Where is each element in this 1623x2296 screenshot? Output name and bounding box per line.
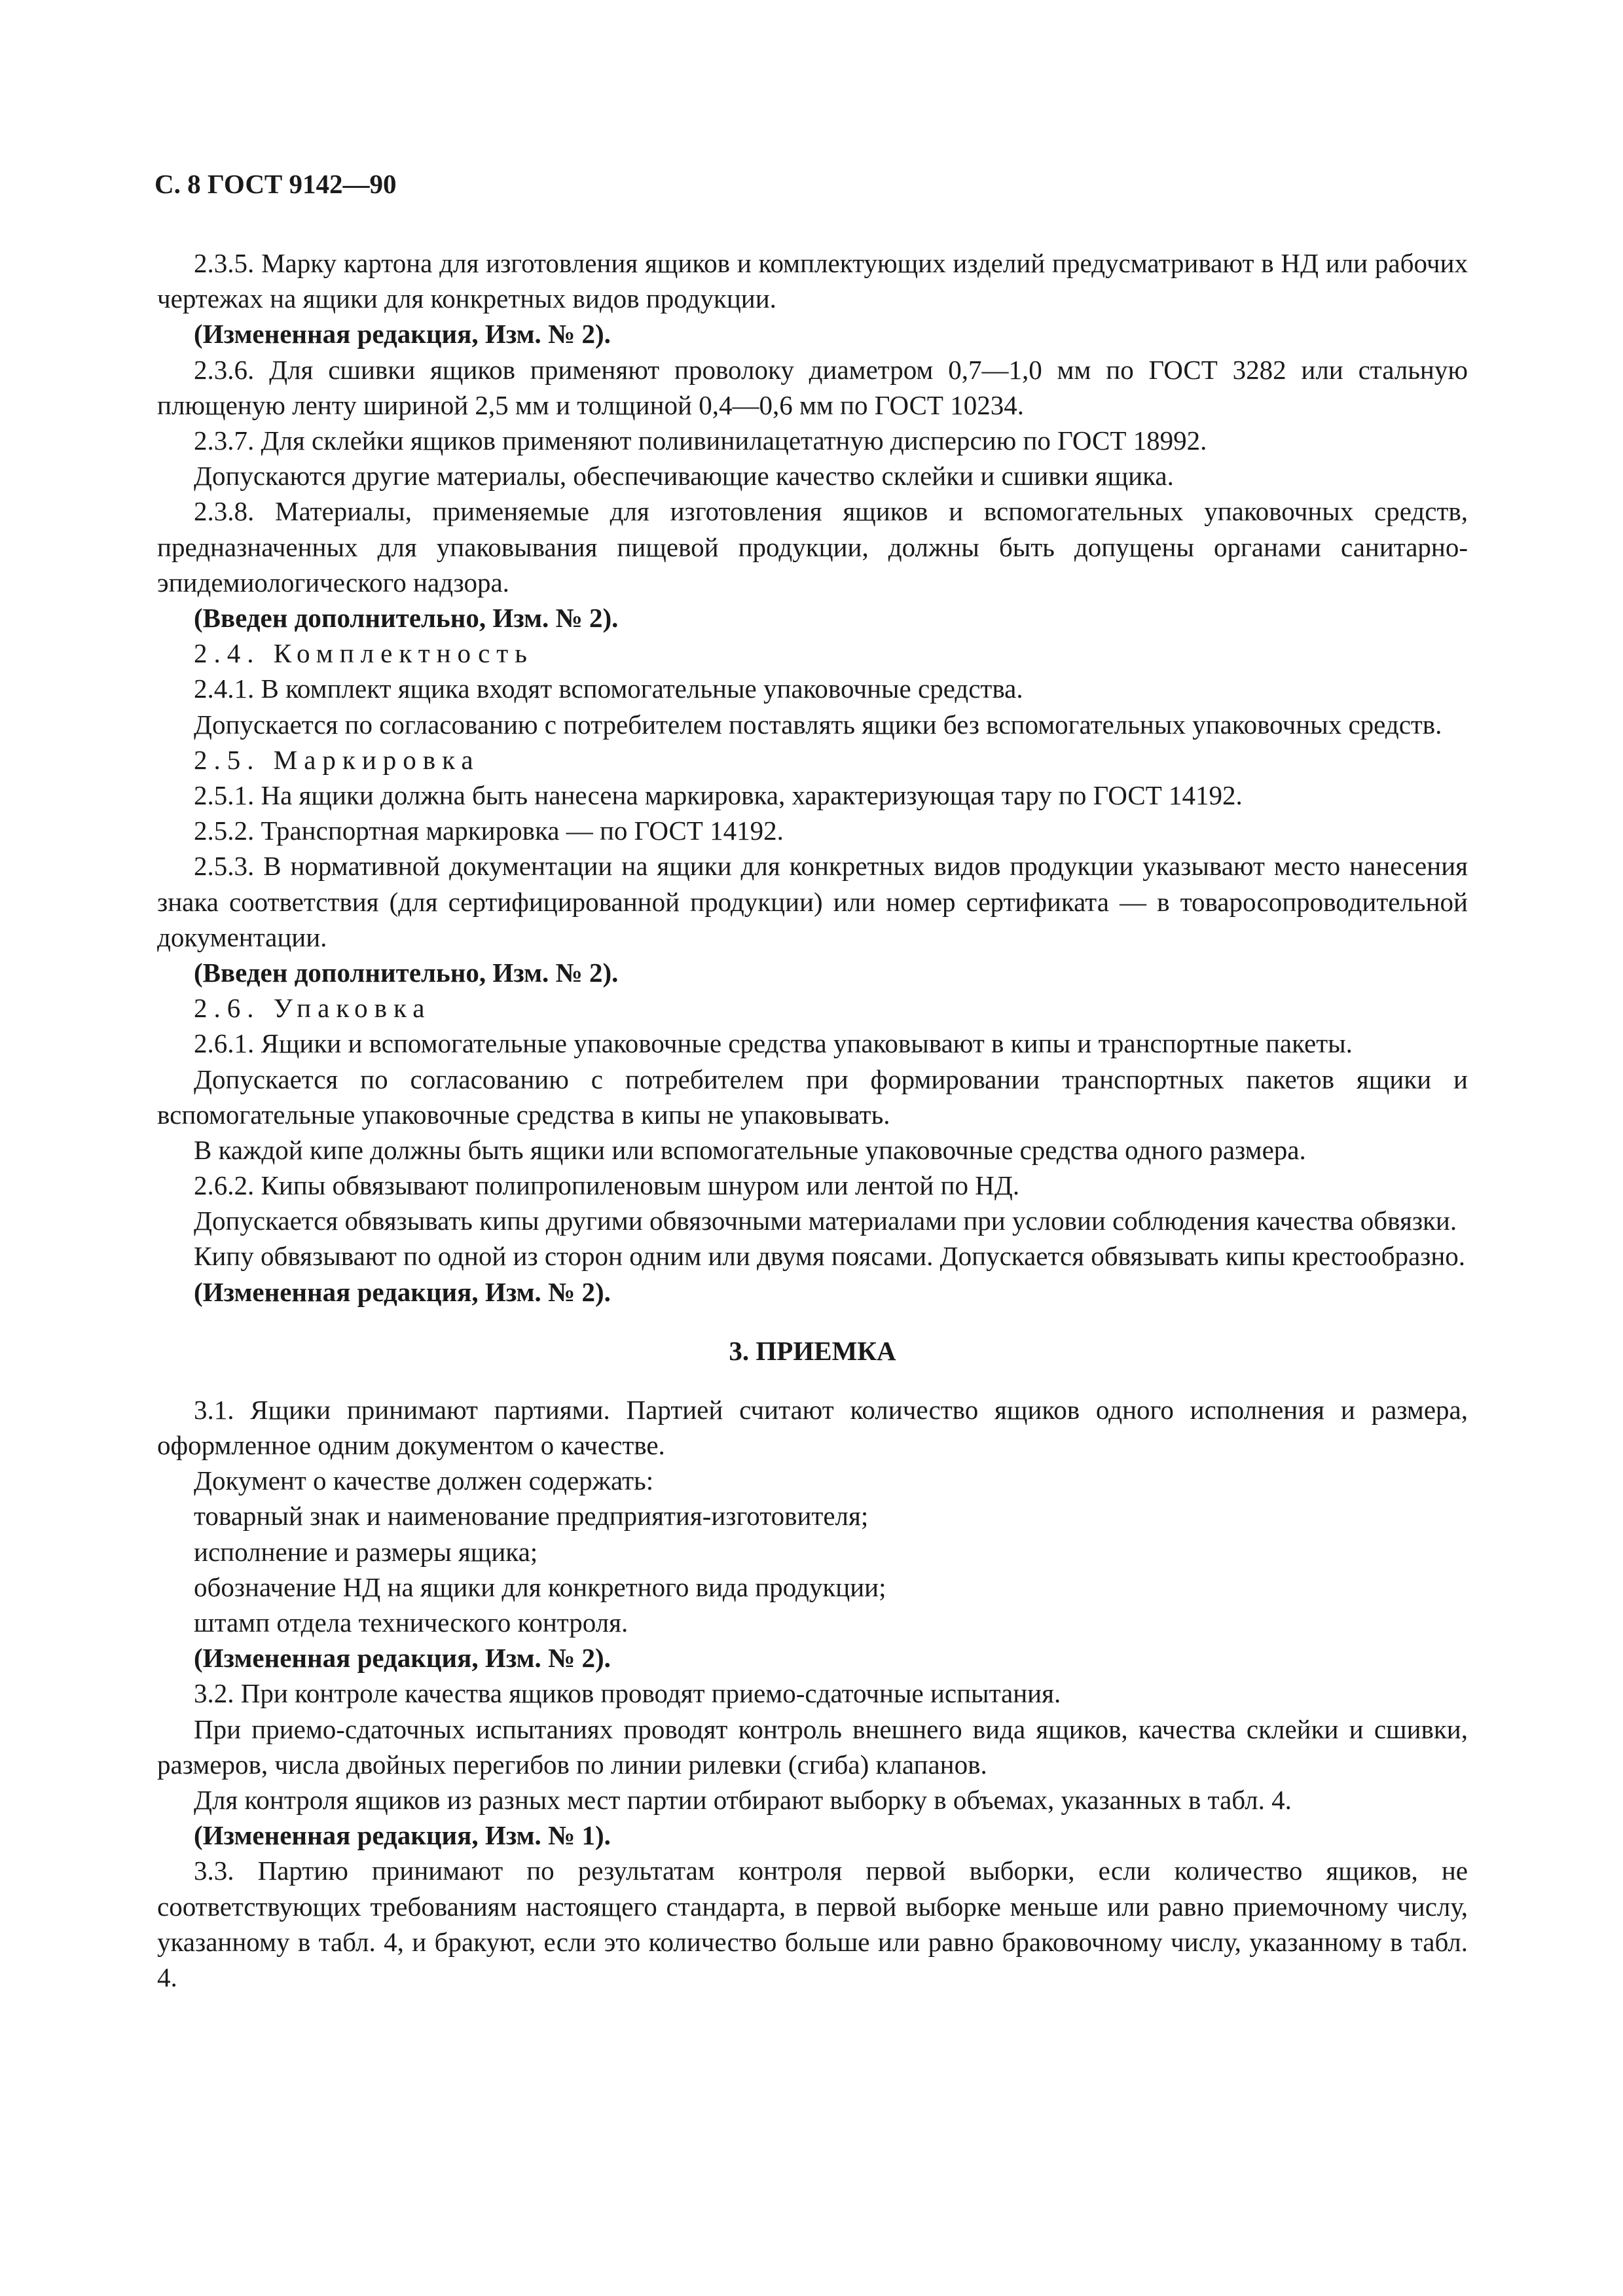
amendment-note: (Введен дополнительно, Изм. № 2). bbox=[194, 602, 619, 633]
paragraph-2-3-5: 2.3.5. Марку картона для изготовления ящиков и комплектующих изделий предусматривают в НД или рабочих чертежах на ящики для конкретных видов продукции. bbox=[157, 248, 1468, 314]
paragraph-2-5-3: 2.5.3. В нормативной документации на ящики для конкретных видов продукции указывают место нанесения знака соответствия (для сертифицированной продукции) или номер сертификата — в товаросопроводительной документации. bbox=[157, 851, 1468, 952]
amendment-note: (Измененная редакция, Изм. № 1). bbox=[194, 1820, 611, 1851]
page-header: С. 8 ГОСТ 9142—90 bbox=[155, 169, 397, 199]
section-3-heading: 3. ПРИЕМКА bbox=[729, 1335, 896, 1366]
paragraph-2-6-1-size: В каждой кипе должны быть ящики или вспомогательные упаковочные средства одного размера. bbox=[194, 1134, 1306, 1165]
amendment-note: (Измененная редакция, Изм. № 2). bbox=[194, 319, 611, 350]
paragraph-3-2-sample: Для контроля ящиков из разных мест партии отбирают выборку в объемах, указанных в табл. 4. bbox=[194, 1785, 1292, 1815]
list-item: обозначение НД на ящики для конкретного вида продукции; bbox=[194, 1571, 886, 1602]
list-item: штамп отдела технического контроля. bbox=[194, 1607, 629, 1638]
paragraph-2-5-1: 2.5.1. На ящики должна быть нанесена маркировка, характеризующая тару по ГОСТ 14192. bbox=[194, 780, 1243, 810]
amendment-note: (Измененная редакция, Изм. № 2). bbox=[194, 1276, 611, 1307]
paragraph-2-3-7: 2.3.7. Для склейки ящиков применяют поливинилацетатную дисперсию по ГОСТ 18992. bbox=[194, 425, 1207, 456]
paragraph-2-6-1: 2.6.1. Ящики и вспомогательные упаковочные средства упаковывают в кипы и транспортные пакеты. bbox=[194, 1028, 1353, 1059]
document-body bbox=[157, 245, 1468, 1995]
section-2-6-title: 2.6. Упаковка bbox=[194, 993, 431, 1024]
paragraph-3-3: 3.3. Партию принимают по результатам контроля первой выборки, если количество ящиков, не соответствующих требованиям настоящего стандарта, в первой выборке меньше или равно приемочному числу, указанному в табл. 4, и бракуют, если это количество больше или равно браковочному числу, указанному в табл. 4. bbox=[157, 1856, 1468, 1992]
paragraph-3-2: 3.2. При контроле качества ящиков проводят приемо-сдаточные испытания. bbox=[194, 1678, 1061, 1709]
section-2-5-title: 2.5. Маркировка bbox=[194, 744, 480, 775]
paragraph-2-6-2-belts: Кипу обвязывают по одной из сторон одним или двумя поясами. Допускается обвязывать кипы крестообразно. bbox=[194, 1241, 1466, 1272]
paragraph-3-1-doc: Документ о качестве должен содержать: bbox=[194, 1465, 654, 1496]
paragraph-2-3-8: 2.3.8. Материалы, применяемые для изготовления ящиков и вспомогательных упаковочных средств, предназначенных для упаковывания пищевой продукции, должны быть допущены органами санитарно-эпидемиологического надзора. bbox=[157, 496, 1468, 598]
amendment-note: (Измененная редакция, Изм. № 2). bbox=[194, 1643, 611, 1674]
paragraph-2-4-1: 2.4.1. В комплект ящика входят вспомогательные упаковочные средства. bbox=[194, 673, 1023, 704]
paragraph-2-5-2: 2.5.2. Транспортная маркировка — по ГОСТ 14192. bbox=[194, 816, 784, 846]
paragraph-2-3-6: 2.3.6. Для сшивки ящиков применяют проволоку диаметром 0,7—1,0 мм по ГОСТ 3282 или стальную плющеную ленту шириной 2,5 мм и толщиной 0,4—0,6 мм по ГОСТ 10234. bbox=[157, 354, 1468, 420]
list-item: исполнение и размеры ящика; bbox=[194, 1536, 538, 1567]
paragraph-3-1: 3.1. Ящики принимают партиями. Партией считают количество ящиков одного исполнения и размера, оформленное одним документом о качестве. bbox=[157, 1394, 1468, 1461]
paragraph-3-2-control: При приемо-сдаточных испытаниях проводят контроль внешнего вида ящиков, качества склейки и сшивки, размеров, числа двойных перегибов по линии рилевки (сгиба) клапанов. bbox=[157, 1713, 1468, 1780]
section-2-4-title: 2.4. Комплектность bbox=[194, 638, 534, 669]
paragraph-2-6-1-note: Допускается по согласованию с потребителем при формировании транспортных пакетов ящики и вспомогательные упаковочные средства в кипы не упаковывать. bbox=[157, 1064, 1468, 1130]
paragraph-2-6-2: 2.6.2. Кипы обвязывают полипропиленовым шнуром или лентой по НД. bbox=[194, 1170, 1020, 1201]
paragraph-2-4-1-note: Допускается по согласованию с потребителем поставлять ящики без вспомогательных упаковочных средств. bbox=[194, 709, 1442, 740]
paragraph-2-3-7-note: Допускаются другие материалы, обеспечивающие качество склейки и сшивки ящика. bbox=[194, 461, 1174, 492]
amendment-note: (Введен дополнительно, Изм. № 2). bbox=[194, 957, 619, 988]
list-item: товарный знак и наименование предприятия-изготовителя; bbox=[194, 1501, 869, 1532]
paragraph-2-6-2-note: Допускается обвязывать кипы другими обвязочными материалами при условии соблюдения качества обвязки. bbox=[194, 1206, 1457, 1236]
